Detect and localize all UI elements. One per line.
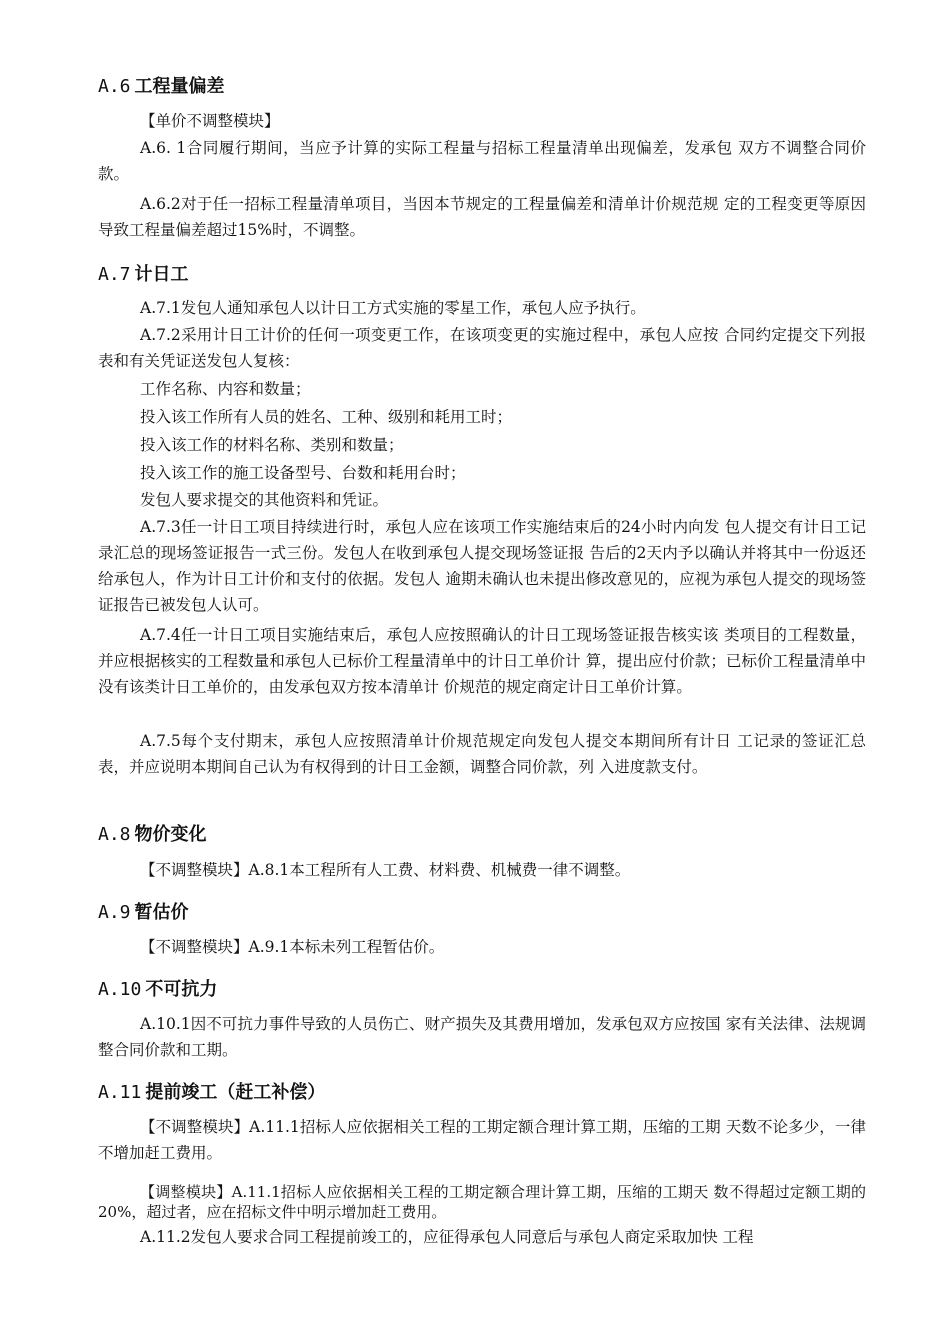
section-heading-a7 bbox=[98, 260, 189, 286]
list-item: 投入该工作所有人员的姓名、工种、级别和耗用工时； bbox=[140, 408, 513, 426]
section-number: A.6 bbox=[98, 76, 131, 97]
section-title: 工程量偏差 bbox=[134, 76, 225, 97]
paragraph-a6-1: A.6. 1合同履行期间，当应予计算的实际工程量与招标工程量清单出现偏差，发承包 双方不调整合同价款。 bbox=[98, 139, 866, 183]
list-item: 发包人要求提交的其他资料和凭证。 bbox=[140, 491, 389, 509]
paragraph-a11-2: A.11.2发包人要求合同工程提前竣工的，应征得承包人同意后与承包人商定采取加快 工程 bbox=[140, 1228, 754, 1246]
module-label: 【单价不调整模块】 bbox=[140, 112, 280, 130]
paragraph-a11-1-nonadjust: 【不调整模块】A.11.1招标人应依据相关工程的工期定额合理计算工期，压缩的工期 天数不论多少，一律不增加赶工费用。 bbox=[98, 1118, 866, 1162]
section-number: A.11 bbox=[98, 1082, 142, 1103]
paragraph-a11-1-adjust: 【调整模块】A.11.1招标人应依据相关工程的工期定额合理计算工期，压缩的工期天 数不得超过定额工期的20%，超过者，应在招标文件中明示增加赶工费用。 bbox=[98, 1183, 866, 1221]
paragraph-a7-5: A.7.5每个支付期末，承包人应按照清单计价规范规定向发包人提交本期间所有计日 工记录的签证汇总表，并应说明本期间自己认为有权得到的计日工金额，调整合同价款，列 入进度款支付。 bbox=[98, 732, 866, 776]
section-title: 物价变化 bbox=[134, 824, 207, 845]
paragraph-a7-1: A.7.1发包人通知承包人以计日工方式实施的零星工作，承包人应予执行。 bbox=[140, 299, 646, 317]
paragraph-a6-2: A.6.2对于任一招标工程量清单项目，当因本节规定的工程量偏差和清单计价规范规 定的工程变更等原因导致工程量偏差超过15%时，不调整。 bbox=[98, 195, 866, 239]
section-title: 不可抗力 bbox=[145, 979, 218, 1000]
section-number: A.9 bbox=[98, 902, 131, 923]
paragraph-a10-1: A.10.1因不可抗力事件导致的人员伤亡、财产损失及其费用增加，发承包双方应按国 家有关法律、法规调整合同价款和工期。 bbox=[98, 1015, 866, 1059]
section-heading-a6 bbox=[98, 72, 225, 98]
paragraph-a9-1: 【不调整模块】A.9.1本标未列工程暂估价。 bbox=[140, 938, 445, 956]
list-item: 投入该工作的材料名称、类别和数量； bbox=[140, 436, 404, 454]
section-title: 暂估价 bbox=[134, 902, 189, 923]
list-item: 工作名称、内容和数量； bbox=[140, 380, 311, 398]
section-title: 提前竣工（赶工补偿） bbox=[145, 1082, 326, 1103]
paragraph-a7-3: A.7.3任一计日工项目持续进行时，承包人应在该项工作实施结束后的24小时内向发 包人提交有计日工记录汇总的现场签证报告一式三份。发包人在收到承包人提交现场签证报 告后的2天内予以确认并将其中一份返还给承包人，作为计日工计价和支付的依据。发包人 逾期未确认也未提出修改意见的，应视为承包人提交的现场签证报告已被发包人认可。 bbox=[98, 518, 866, 614]
section-heading-a11 bbox=[98, 1078, 325, 1104]
list-item: 投入该工作的施工设备型号、台数和耗用台时； bbox=[140, 464, 466, 482]
section-heading-a9 bbox=[98, 898, 189, 924]
paragraph-a8-1: 【不调整模块】A.8.1本工程所有人工费、材料费、机械费一律不调整。 bbox=[140, 861, 631, 879]
section-title: 计日工 bbox=[134, 264, 189, 285]
paragraph-a7-4: A.7.4任一计日工项目实施结束后，承包人应按照确认的计日工现场签证报告核实该 类项目的工程数量，并应根据核实的工程数量和承包人已标价工程量清单中的计日工单价计 算，提出应付价款；已标价工程量清单中没有该类计日工单价的，由发承包双方按本清单计 价规范的规定商定计日工单价计算。 bbox=[98, 626, 866, 696]
section-number: A.10 bbox=[98, 979, 142, 1000]
section-heading-a10 bbox=[98, 975, 217, 1001]
section-number: A.7 bbox=[98, 264, 131, 285]
section-heading-a8 bbox=[98, 820, 207, 846]
paragraph-a7-2: A.7.2采用计日工计价的任何一项变更工作，在该项变更的实施过程中，承包人应按 合同约定提交下列报表和有关凭证送发包人复核： bbox=[98, 326, 866, 370]
section-number: A.8 bbox=[98, 824, 131, 845]
